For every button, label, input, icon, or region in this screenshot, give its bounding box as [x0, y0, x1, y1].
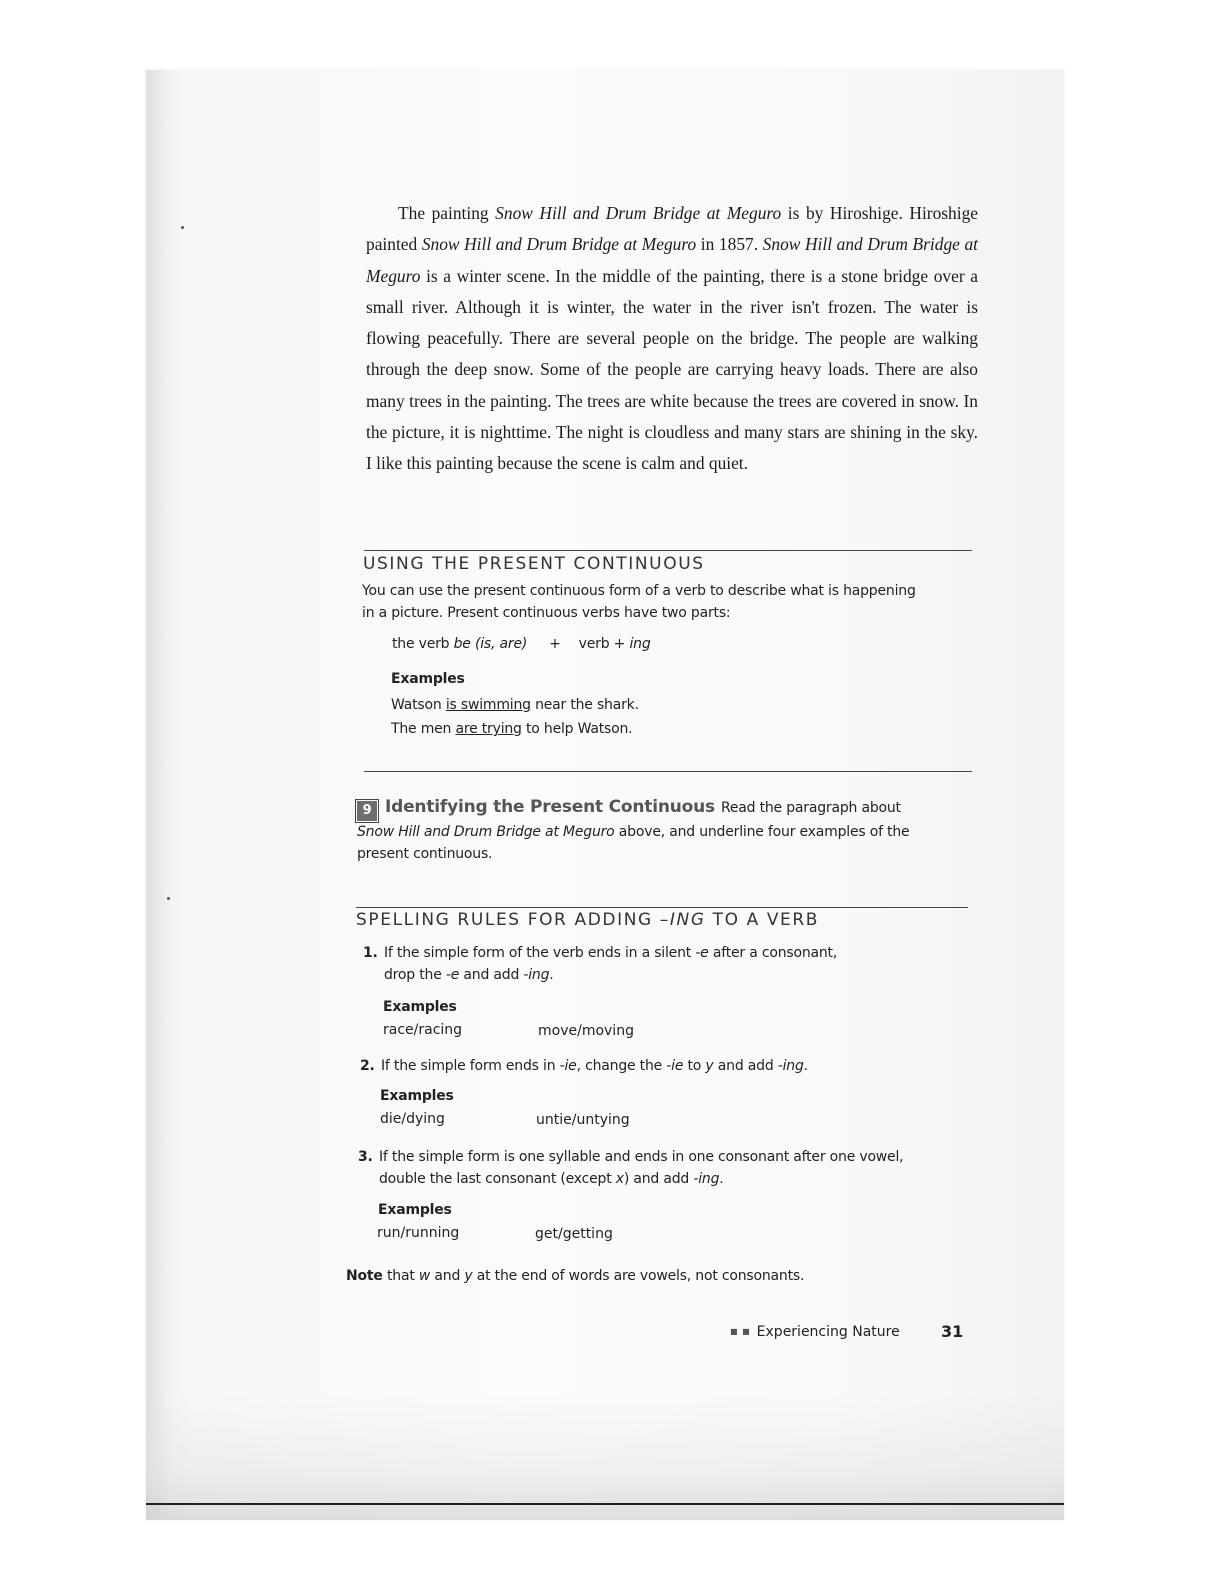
spelling-example: get/getting — [535, 1226, 613, 1242]
activity-instructions: 9 Identifying the Present Continuous Read the paragraph about Snow Hill and Drum Bridge at Meguro above, and underline four examples of the present continuous. — [357, 797, 910, 862]
formula: the verb be (is, are) + verb + ing — [392, 636, 651, 652]
rule-number: 2. — [360, 1058, 375, 1074]
section-divider — [364, 550, 972, 551]
page-shadow — [146, 70, 170, 1520]
section-heading: USING THE PRESENT CONTINUOUS — [363, 554, 705, 574]
section-heading: SPELLING RULES FOR ADDING –ING TO A VERB — [356, 910, 820, 930]
section-divider — [356, 907, 968, 908]
spelling-example: race/racing — [383, 1022, 463, 1038]
spelling-example: move/moving — [538, 1023, 634, 1039]
spelling-example: untie/untying — [536, 1112, 630, 1128]
examples-label: Examples — [380, 1088, 454, 1104]
section-divider — [364, 771, 972, 772]
spelling-rule: If the simple form of the verb ends in a silent -e after a consonant, drop the -e and add -ing. — [384, 945, 838, 983]
chapter-title: Experiencing Nature — [756, 1324, 900, 1340]
activity-number-badge: 9 — [357, 801, 377, 821]
example-sentence: The men are trying to help Watson. — [391, 721, 633, 737]
spelling-rule: If the simple form is one syllable and ends in one consonant after one vowel, double the last consonant (except x) and add -ing. — [379, 1149, 904, 1187]
footer-bullets: ■ ■ — [730, 1327, 751, 1336]
examples-label: Examples — [383, 999, 457, 1015]
speck — [181, 226, 184, 229]
section-intro: You can use the present continuous form of a verb to describe what is happening in a picture. Present continuous verbs have two parts: — [362, 583, 916, 621]
page-footer — [730, 1324, 900, 1340]
spelling-rule: If the simple form ends in -ie, change the -ie to y and add -ing. — [381, 1058, 808, 1074]
spelling-note: Note that w and y at the end of words are vowels, not consonants. — [346, 1268, 805, 1284]
spelling-example: die/dying — [380, 1111, 445, 1127]
activity-title: Identifying the Present Continuous — [385, 797, 715, 817]
rule-number: 1. — [363, 945, 378, 961]
examples-label: Examples — [391, 671, 465, 687]
reading-paragraph: The painting Snow Hill and Drum Bridge at Meguro is by Hiroshige. Hiroshige painted Snow Hill and Drum Bridge at Meguro in 1857. Snow Hill and Drum Bridge at Meguro is a winter scene. In the middle of the painting, there is a stone bridge over a small river. Although it is winter, the water in the river isn't frozen. The water is flowing peacefully. There are several people on the bridge. The people are walking through the deep snow. Some of the people are carrying heavy loads. There are also many trees in the painting. The trees are white because the trees are covered in snow. In the picture, it is nighttime. The night is cloudless and many stars are shining in the sky. I like this painting because the scene is calm and quiet. — [366, 203, 978, 474]
rule-number: 3. — [358, 1149, 373, 1165]
page-shadow — [146, 1395, 1064, 1520]
examples-label: Examples — [378, 1202, 452, 1218]
page-edge — [146, 1503, 1064, 1505]
spelling-example: run/running — [377, 1225, 460, 1241]
speck — [167, 897, 170, 900]
page-number: 31 — [941, 1322, 964, 1341]
example-sentence: Watson is swimming near the shark. — [391, 697, 639, 713]
